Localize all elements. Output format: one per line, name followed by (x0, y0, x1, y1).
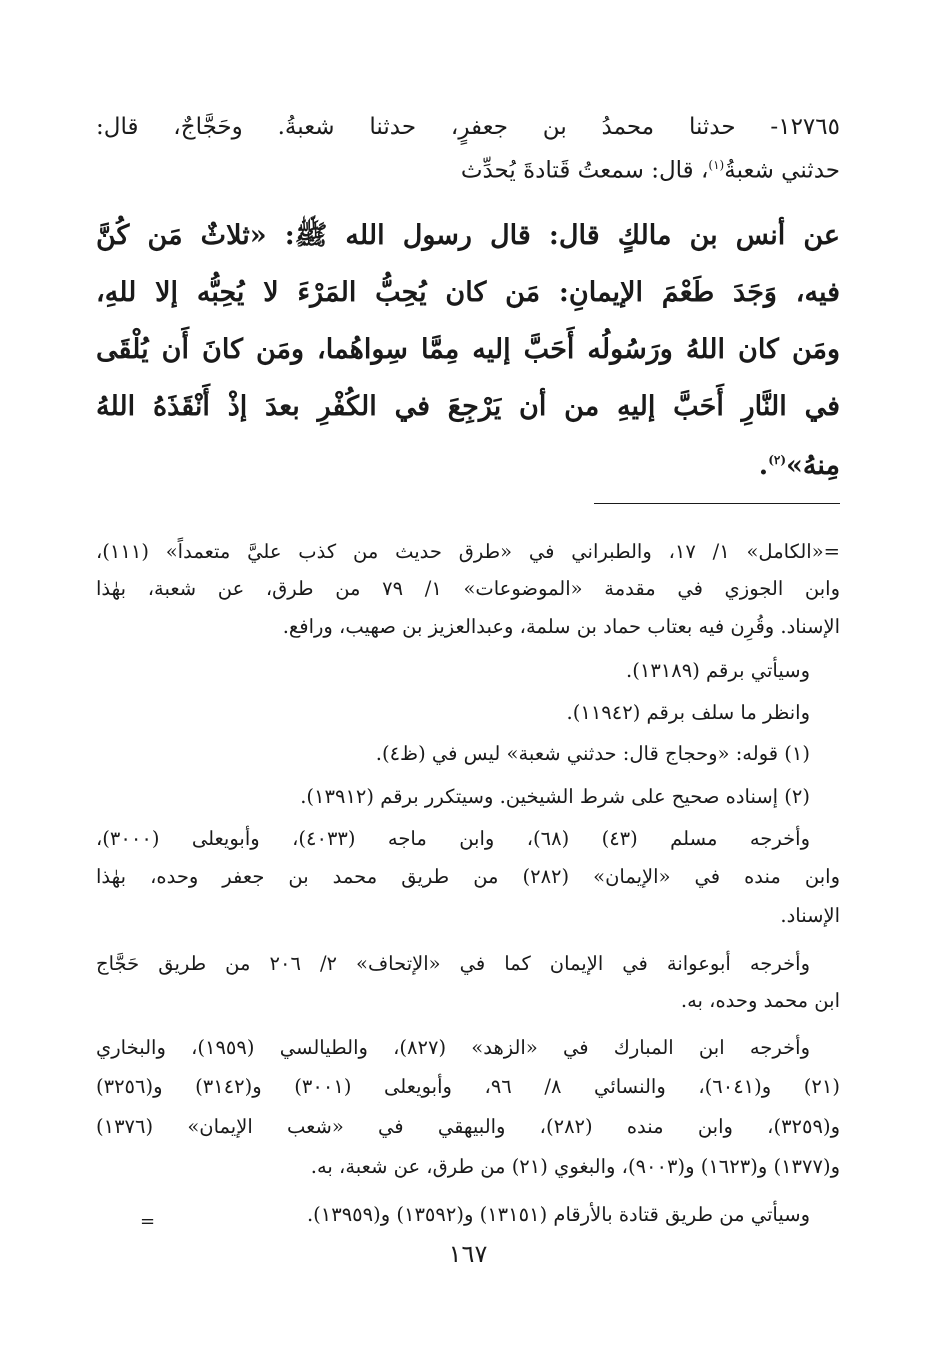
footnote-line: الإسناد. (780, 904, 840, 927)
hadith-matn-last-word: مِنهُ» (786, 450, 840, 481)
footnote-line: و(٣٢٥٩)، وابن منده (٢٨٢)، والبيهقي في «شعب الإيمان» (١٣٧٦) (96, 1115, 840, 1138)
hadith-isnad-line-1: ١٢٧٦٥- حدثنا محمدُ بن جعفرٍ، حدثنا شعبةُ. وحَجَّاجٌ، قال: (96, 114, 840, 140)
footnote-line: الإسناد. وقُرِن فيه بعتاب حماد بن سلمة، وعبدالعزيز بن صهيب، ورافع. (282, 615, 840, 638)
footnote-line: وابن منده في «الإيمان» (٢٨٢) من طريق محمد بن جعفر وحده، بهٰذا (96, 865, 840, 888)
hadith-matn-line-2: فيه، وَجَدَ طَعْمَ الإيمانِ: مَن كان يُحِبُّ المَرْءَ لا يُحِبُّه إلا للهِ، (96, 277, 840, 308)
hadith-matn-line-3: ومَن كان اللهُ ورَسُولُه أَحَبَّ إليه مِمَّا سِواهُما، ومَن كانَ أَن يُلْقَى (96, 334, 840, 365)
hadith-matn-line-4: في النَّارِ أَحَبَّ إليهِ من أن يَرْجِعَ في الكُفْرِ بعدَ إذْ أَنْقَذَهُ اللهُ (96, 391, 840, 422)
footnote-line: وسيأتي من طريق قتادة بالأرقام (١٣١٥١) و(١٣٥٩٢) و(١٣٩٥٩). (306, 1203, 810, 1226)
footnote-marker-2: (٢) (768, 453, 787, 467)
footnote-line: وأخرجه أبوعوانة في الإيمان كما في «الإتحاف» ٢/ ٢٠٦ من طريق حَجَّاج (96, 952, 810, 975)
page-number: ١٦٧ (448, 1240, 488, 1268)
hadith-matn-line-5 (96, 432, 840, 494)
footnote-line: (٢١) و(٦٠٤١)، والنسائي ٨/ ٩٦، وأبويعلى (٣٠٠١) و(٣١٤٢) و(٣٢٥٦) (96, 1075, 840, 1098)
hadith-isnad-tail: ، قال: سمعتُ قَتادةَ يُحدِّث (460, 157, 709, 184)
continuation-mark: = (140, 1211, 156, 1232)
footnote-line: ابن محمد وحده، به. (680, 989, 840, 1012)
footnote-1: (١) قوله: «وحجاج قال: حدثني شعبة» ليس في (ظ٤). (375, 742, 810, 765)
footnote-line: وانظر ما سلف برقم (١١٩٤٢). (566, 701, 810, 724)
footnote-2: (٢) إسناده صحيح على شرط الشيخين. وسيتكرر برقم (١٣٩١٢). (300, 785, 810, 808)
footnote-line: وأخرجه ابن المبارك في «الزهد» (٨٢٧)، والطيالسي (١٩٥٩)، والبخاري (96, 1036, 810, 1059)
footnote-line: وأخرجه مسلم (٤٣) (٦٨)، وابن ماجه (٤٠٣٣)، وأبويعلى (٣٠٠٠)، (96, 827, 810, 850)
footnote-marker-1: (١) (708, 158, 725, 172)
footnote-line: =«الكامل» ١/ ١٧، والطبراني في «طرق حديث من كذب عليَّ متعمداً» (١١١)، (96, 540, 840, 563)
hadith-matn-line-1: عن أنس بن مالكٍ قال: قال رسول الله ﷺ: «ثلاثٌ مَن كُنَّ (96, 220, 841, 251)
hadith-isnad-text: حدثني شعبةُ (724, 157, 840, 184)
footnote-line: وسيأتي برقم (١٣١٨٩). (626, 659, 810, 682)
footnote-line: و(١٣٧٧) و(١٦٢٣) و(٩٠٠٣)، والبغوي (٢١) من طرق، عن شعبة، به. (310, 1155, 840, 1178)
footnote-separator (594, 503, 840, 504)
footnote-line: وابن الجوزي في مقدمة «الموضوعات» ١/ ٧٩ من طرق، عن شعبة، بهٰذا (96, 577, 840, 600)
hadith-matn-end: . (758, 450, 769, 481)
hadith-isnad-line-2 (96, 148, 840, 188)
